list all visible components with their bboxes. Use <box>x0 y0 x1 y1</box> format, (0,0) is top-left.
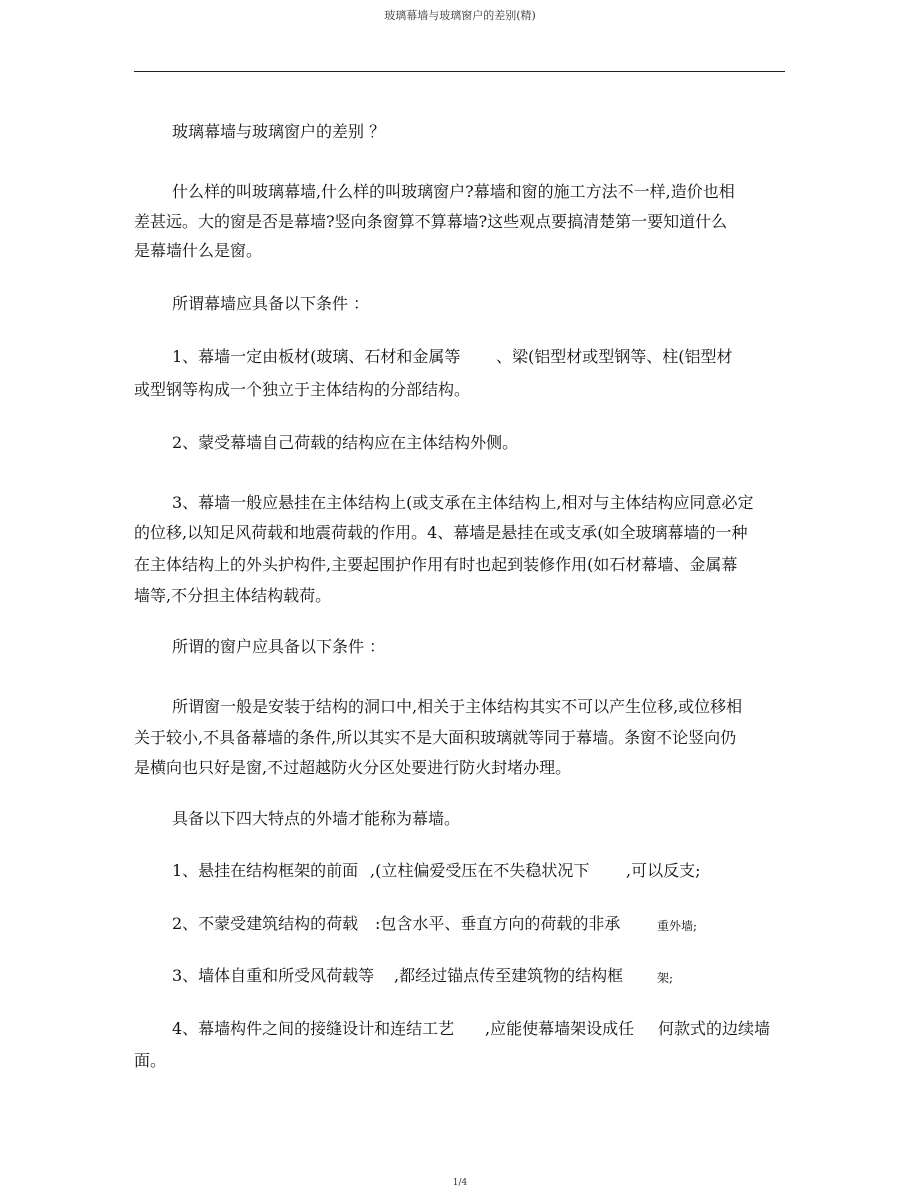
feature-1-part-3: ,可以反支; <box>626 861 701 880</box>
feature-3-part-3: 架; <box>657 971 674 985</box>
curtain-wall-conditions-heading: 所谓幕墙应具备以下条件 ： <box>172 294 370 313</box>
condition-1-line-1a: 1、幕墙一定由板材(玻璃、石材和金属等 <box>172 347 461 366</box>
feature-3-part-1: 3、墙体自重和所受风荷载等 <box>172 966 375 985</box>
condition-3-line-3: 在主体结构上的外头护构件,主要起围护作用有时也起到装修作用(如石材幕墙、金属幕 <box>134 555 738 574</box>
window-paragraph-line-2: 关于较小,不具备幕墙的条件,所以其实不是大面积玻璃就等同于幕墙。条窗不论竖向仍 <box>134 728 737 747</box>
running-header: 玻璃幕墙与玻璃窗户的差别(精) <box>384 9 536 22</box>
window-paragraph-line-1: 所谓窗一般是安装于结构的洞口中,相关于主体结构其实不可以产生位移,或位移相 <box>172 697 743 716</box>
intro-line-1: 什么样的叫玻璃幕墙,什么样的叫玻璃窗户?幕墙和窗的施工方法不一样,造价也相 <box>172 182 735 201</box>
feature-4-part-1: 4、幕墙构件之间的接缝设计和连结工艺 <box>172 1019 455 1038</box>
condition-1-line-1b: 、梁(铝型材或型钢等、柱(铝型材 <box>496 347 733 366</box>
condition-2: 2、蒙受幕墙自己荷载的结构应在主体结构外侧。 <box>172 433 519 452</box>
features-heading: 具备以下四大特点的外墙才能称为幕墙。 <box>172 809 461 828</box>
intro-line-2: 差甚远。大的窗是否是幕墙?竖向条窗算不算幕墙?这些观点要搞清楚第一要知道什么 <box>134 212 728 231</box>
page-number: 1/4 <box>452 1178 468 1188</box>
feature-4-line-2: 面。 <box>134 1051 167 1070</box>
window-conditions-heading: 所谓的窗户应具备以下条件 ： <box>172 637 386 656</box>
feature-3-part-2: ,都经过锚点传至建筑物的结构框 <box>394 966 624 985</box>
document-title: 玻璃幕墙与玻璃窗户的差别 ？ <box>172 122 386 141</box>
feature-1-part-2: ,(立柱偏爱受压在不失稳状况下 <box>370 861 590 880</box>
feature-2-part-2: :包含水平、垂直方向的荷载的非承 <box>375 914 621 933</box>
intro-line-3: 是幕墙什么是窗。 <box>134 241 263 260</box>
condition-3-line-4: 墙等,不分担主体结构载荷。 <box>134 586 332 605</box>
condition-1-line-2: 或型钢等构成一个独立于主体结构的分部结构。 <box>134 380 471 399</box>
window-paragraph-line-3: 是横向也只好是窗,不过超越防火分区处要进行防火封堵办理。 <box>134 758 572 777</box>
feature-2-part-3: 重外墙; <box>657 919 698 933</box>
feature-1-part-1: 1、悬挂在结构框架的前面 <box>172 861 359 880</box>
condition-3-line-1: 3、幕墙一般应悬挂在主体结构上(或支承在主体结构上,相对与主体结构应同意必定 <box>172 493 754 512</box>
header-rule <box>134 71 785 72</box>
feature-4-part-2: ,应能使幕墙架设成任 <box>485 1019 635 1038</box>
feature-2-part-1: 2、不蒙受建筑结构的荷载 <box>172 914 359 933</box>
condition-3-line-2: 的位移,以知足风荷载和地震荷载的作用。4、幕墙是悬挂在或支承(如全玻璃幕墙的一种 <box>134 523 748 542</box>
feature-4-part-3: 何款式的边续墙 <box>658 1019 771 1038</box>
